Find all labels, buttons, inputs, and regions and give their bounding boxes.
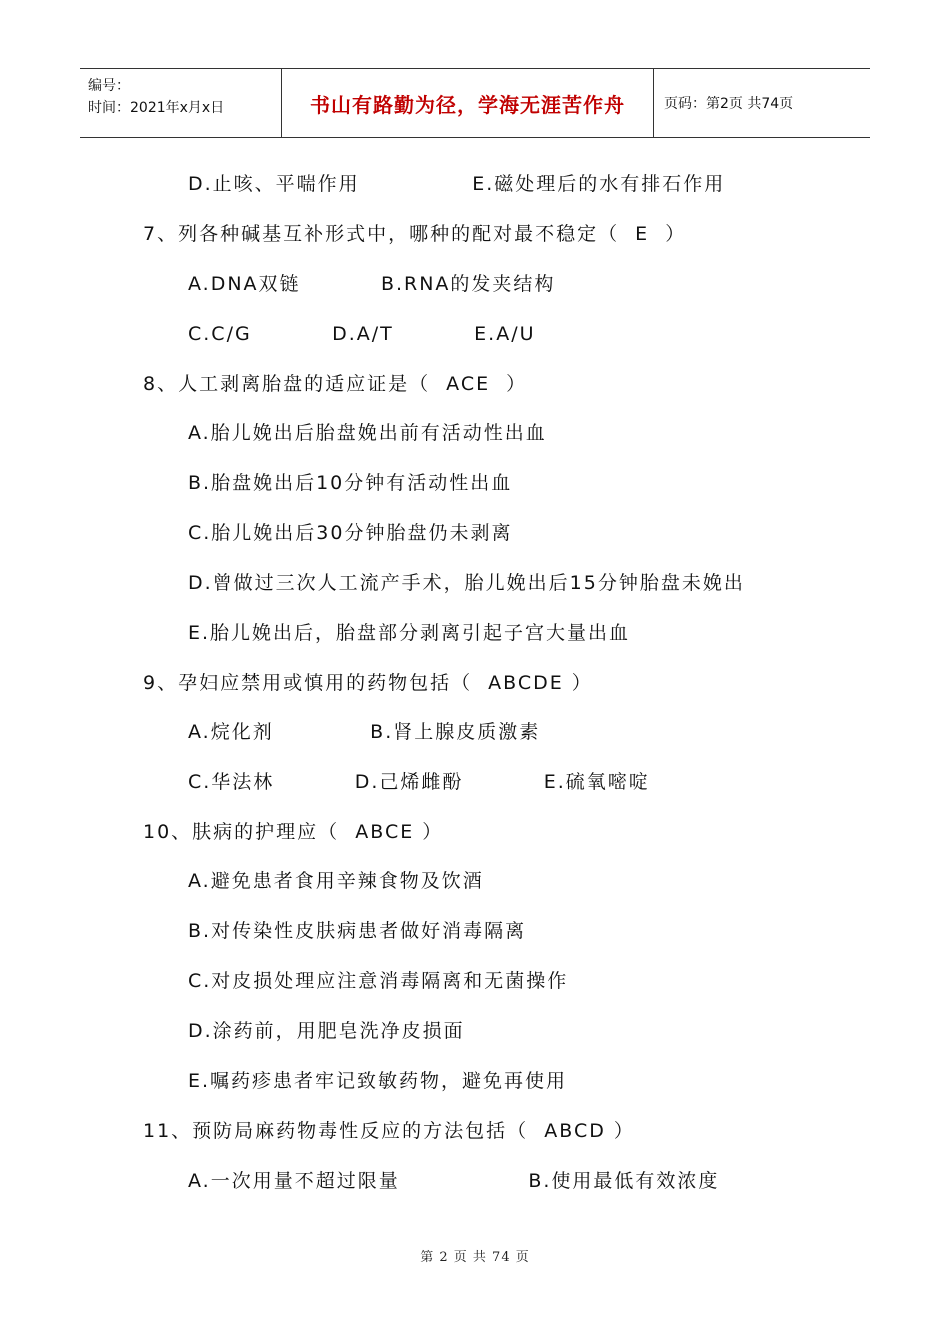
question-line: 7、列各种碱基互补形式中，哪种的配对最不稳定（ E ） xyxy=(143,223,687,245)
option-line: A.一次用量不超过限量 B.使用最低有效浓度 xyxy=(188,1170,720,1192)
option-line: B.对传染性皮肤病患者做好消毒隔离 xyxy=(188,920,527,942)
option-line: C.胎儿娩出后30分钟胎盘仍未剥离 xyxy=(188,522,513,544)
option-line: A.避免患者食用辛辣食物及饮酒 xyxy=(188,870,484,892)
number-label: 编号： xyxy=(88,78,130,94)
option-line: D.涂药前，用肥皂洗净皮损面 xyxy=(188,1020,465,1042)
option-line: B.胎盘娩出后10分钟有活动性出血 xyxy=(188,472,513,494)
option-line: C.华法林 D.己烯雌酚 E.硫氧嘧啶 xyxy=(188,771,650,793)
option-line: D.止咳、平喘作用 E.磁处理后的水有排石作用 xyxy=(188,173,726,195)
question-line: 10、肤病的护理应（ ABCE ） xyxy=(143,821,444,843)
page-header xyxy=(80,68,870,138)
option-line: C.对皮损处理应注意消毒隔离和无菌操作 xyxy=(188,970,569,992)
header-meta xyxy=(80,69,282,137)
question-line: 11、预防局麻药物毒性反应的方法包括（ ABCD ） xyxy=(143,1120,635,1142)
question-line: 9、孕妇应禁用或慎用的药物包括（ ABCDE ） xyxy=(143,672,593,694)
option-line: C.C/G D.A/T E.A/U xyxy=(188,323,536,345)
option-line: A.胎儿娩出后胎盘娩出前有活动性出血 xyxy=(188,422,547,444)
question-line: 8、人工剥离胎盘的适应证是（ ACE ） xyxy=(143,373,528,395)
time-label: 时间：2021年x月x日 xyxy=(88,100,225,116)
page-footer: 第 2 页 共 74 页 xyxy=(420,1250,530,1265)
option-line: A.DNA双链 B.RNA的发夹结构 xyxy=(188,273,556,295)
header-page-code: 页码：第2页 共74页 xyxy=(664,96,794,112)
option-line: A.烷化剂 B.肾上腺皮质激素 xyxy=(188,721,541,743)
option-line: E.嘱药疹患者牢记致敏药物，避免再使用 xyxy=(188,1070,568,1092)
header-motto: 书山有路勤为径，学海无涯苦作舟 xyxy=(282,69,654,137)
option-line: E.胎儿娩出后，胎盘部分剥离引起子宫大量出血 xyxy=(188,622,631,644)
option-line: D.曾做过三次人工流产手术，胎儿娩出后15分钟胎盘未娩出 xyxy=(188,572,745,594)
